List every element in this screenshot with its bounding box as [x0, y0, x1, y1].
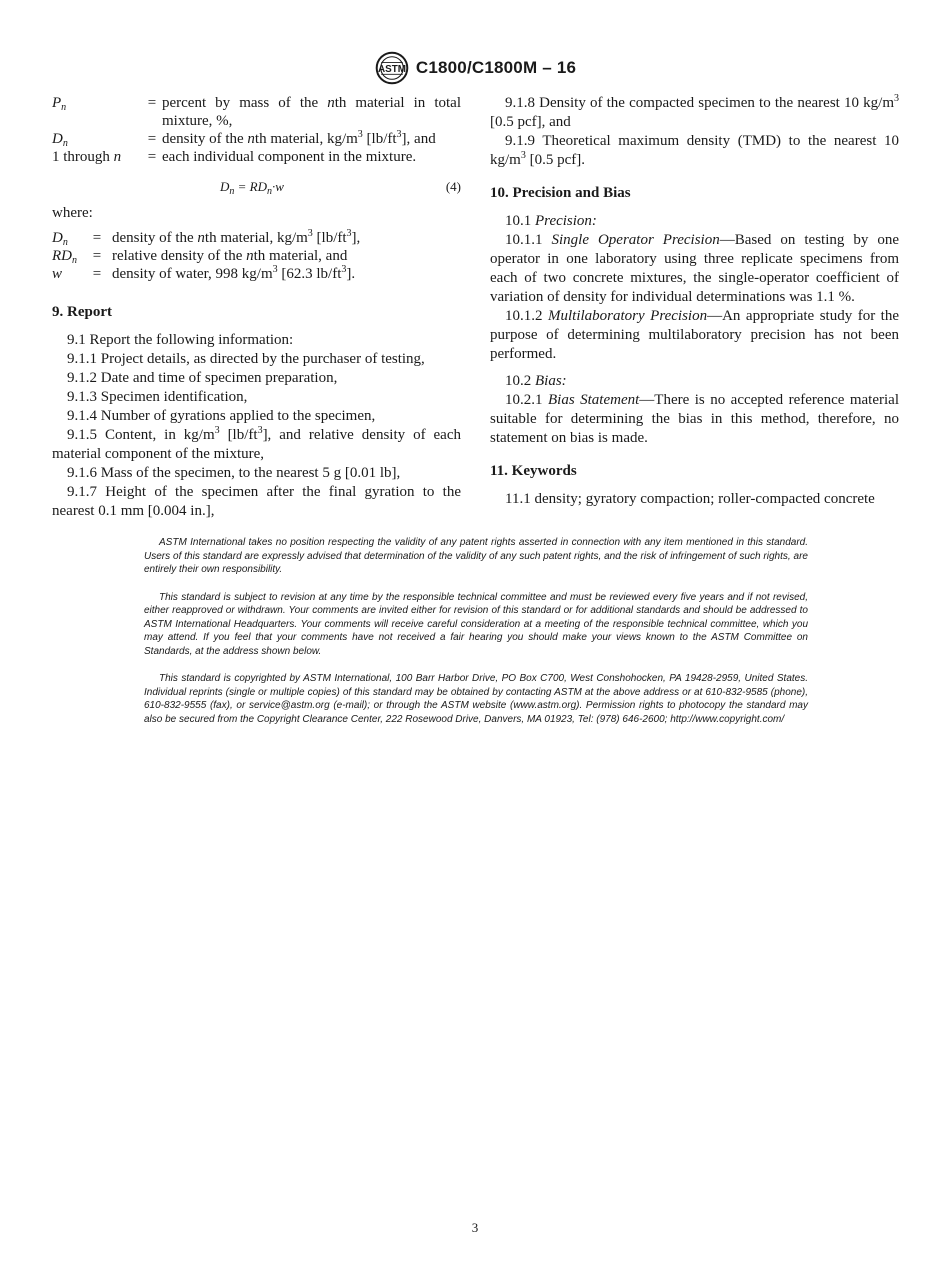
copyright-notice: This standard is copyrighted by ASTM International, 100 Barr Harbor Drive, PO Box C700, West Conshohocken, PA 19428-2959, United States. Individual reprints (single or multiple copies) of this standard may be obtained by contacting ASTM at the above address or at 610-832-9585 (phone), 610-832-9555 (fax), or service@astm.org (e-mail); or through the ASTM website (www.astm.org). Permission rights to photocopy the standard may also be secured from the Copyright Clearance Center, 222 Rosewood Drive, Danvers, MA 01923, Tel: (978) 646-2600; http://www.copyright.com/ [144, 673, 808, 725]
definition-text: density of the nth material, $kg/m^3$ $[lb/ft^3]$, and [162, 129, 436, 147]
page-header [0, 50, 950, 86]
where-label: where: [52, 205, 93, 221]
astm-logo-icon [374, 50, 410, 86]
left-column [52, 94, 461, 521]
definition-row [52, 247, 461, 265]
paragraph-9-1: 9.1 Report the following information: [67, 332, 294, 348]
definition-symbol: w [52, 266, 63, 282]
definition-row [52, 130, 461, 148]
svg-text:ASTM: ASTM [377, 64, 406, 76]
equation-4 [52, 174, 461, 196]
definition-text: relative density of the nth material, and [112, 248, 348, 264]
paragraph-10-1-1: 10.1.1 Single Operator Precision—Based on testing by one operator in one laboratory using three replicate specimens from each of two concrete mixtures, the single-operator coefficient of variation of density for individual determinations was 1.1 %. [490, 232, 899, 305]
section-heading-precision-bias: 10. Precision and Bias [490, 185, 631, 201]
equals-sign: = [92, 230, 102, 246]
definitions-bottom [52, 229, 461, 283]
definition-symbol: $RD_n$ [52, 248, 77, 266]
revision-notice: This standard is subject to revision at any time by the responsible technical committee and must be reviewed every five years and if not revised, either reapproved or withdrawn. Your comments are invited either for revision of this standard or for additional standards and should be addressed to ASTM International Headquarters. Your comments will receive careful consideration at a meeting of the responsible technical committee, which you may attend. If you feel that your comments have not received a fair hearing you should make your views known to the ASTM Committee on Standards, at the address shown below. [144, 591, 808, 657]
definition-text: percent by mass of the nth material in total mixture, %, [162, 95, 461, 129]
paragraph-9-1-2: 9.1.2 Date and time of specimen preparation, [67, 370, 338, 386]
definition-row [52, 229, 461, 247]
section-heading-report: 9. Report [52, 304, 112, 320]
equals-sign: = [92, 266, 102, 282]
paragraph-11-1: 11.1 density; gyratory compaction; roller-compacted concrete [505, 491, 875, 507]
paragraph-9-1-1: 9.1.1 Project details, as directed by the purchaser of testing, [67, 351, 425, 367]
equals-sign: = [92, 248, 102, 264]
paragraph-9-1-8: 9.1.8 Density of the compacted specimen to the nearest 10 $kg/m^3$ [0.5 pcf], and [490, 93, 899, 130]
standard-designation: C1800/C1800M – 16 [415, 58, 577, 77]
paragraph-9-1-9: 9.1.9 Theoretical maximum density (TMD) to the nearest 10 $kg/m^3$ [0.5 pcf]. [490, 133, 899, 168]
paragraph-10-1-2: 10.1.2 Multilaboratory Precision—An appropriate study for the purpose of determining multilaboratory precision has not been performed. [490, 308, 900, 362]
equals-sign: = [147, 131, 157, 147]
definition-symbol: $P_n$ [52, 95, 67, 113]
section-heading-keywords: 11. Keywords [490, 463, 577, 479]
definition-row [52, 148, 461, 166]
definition-symbol: 1 through n [52, 149, 122, 165]
definitions-top [52, 94, 461, 166]
paragraph-9-1-4: 9.1.4 Number of gyrations applied to the specimen, [67, 408, 376, 424]
equation-body: $D_n = RD_n\cdot w$ [220, 179, 284, 197]
paragraph-9-1-6: 9.1.6 Mass of the specimen, to the nearest 5 g [0.01 lb], [67, 465, 401, 481]
definition-symbol: $D_n$ [52, 230, 68, 248]
paragraph-9-1-5: 9.1.5 Content, in $kg/m^3$ $[lb/ft^3]$, and relative density of each material component of the mixture, [52, 425, 461, 462]
definition-text: density of water, 998 $kg/m^3$ [62.3 $lb/ft^3$]. [112, 264, 356, 282]
equation-number: (4) [445, 179, 461, 194]
right-column [490, 94, 899, 509]
paragraph-9-1-7: 9.1.7 Height of the specimen after the final gyration to the nearest 0.1 mm [0.004 in.], [52, 484, 461, 519]
patent-notice: ASTM International takes no position respecting the validity of any patent rights asserted in connection with any item mentioned in this standard. Users of this standard are expressly advised that determination of the validity of any such patent rights, and the risk of infringement of such rights, are entirely their own responsibility. [144, 537, 808, 575]
legal-notices [144, 536, 808, 740]
definition-symbol: $D_n$ [52, 131, 68, 149]
definition-row [52, 265, 461, 283]
paragraph-10-2: 10.2 Bias: [505, 373, 567, 389]
definition-row [52, 94, 461, 130]
equals-sign: = [147, 149, 157, 165]
paragraph-9-1-3: 9.1.3 Specimen identification, [67, 389, 248, 405]
definition-text: each individual component in the mixture. [162, 149, 417, 165]
paragraph-10-1: 10.1 Precision: [505, 213, 597, 229]
page-number: 3 [471, 1220, 479, 1235]
equals-sign: = [147, 95, 157, 111]
paragraph-10-2-1: 10.2.1 Bias Statement—There is no accepted reference material suitable for determining the bias in this method, therefore, no statement on bias is made. [490, 392, 899, 446]
definition-text: density of the nth material, $kg/m^3$ $[lb/ft^3]$, [112, 228, 361, 246]
